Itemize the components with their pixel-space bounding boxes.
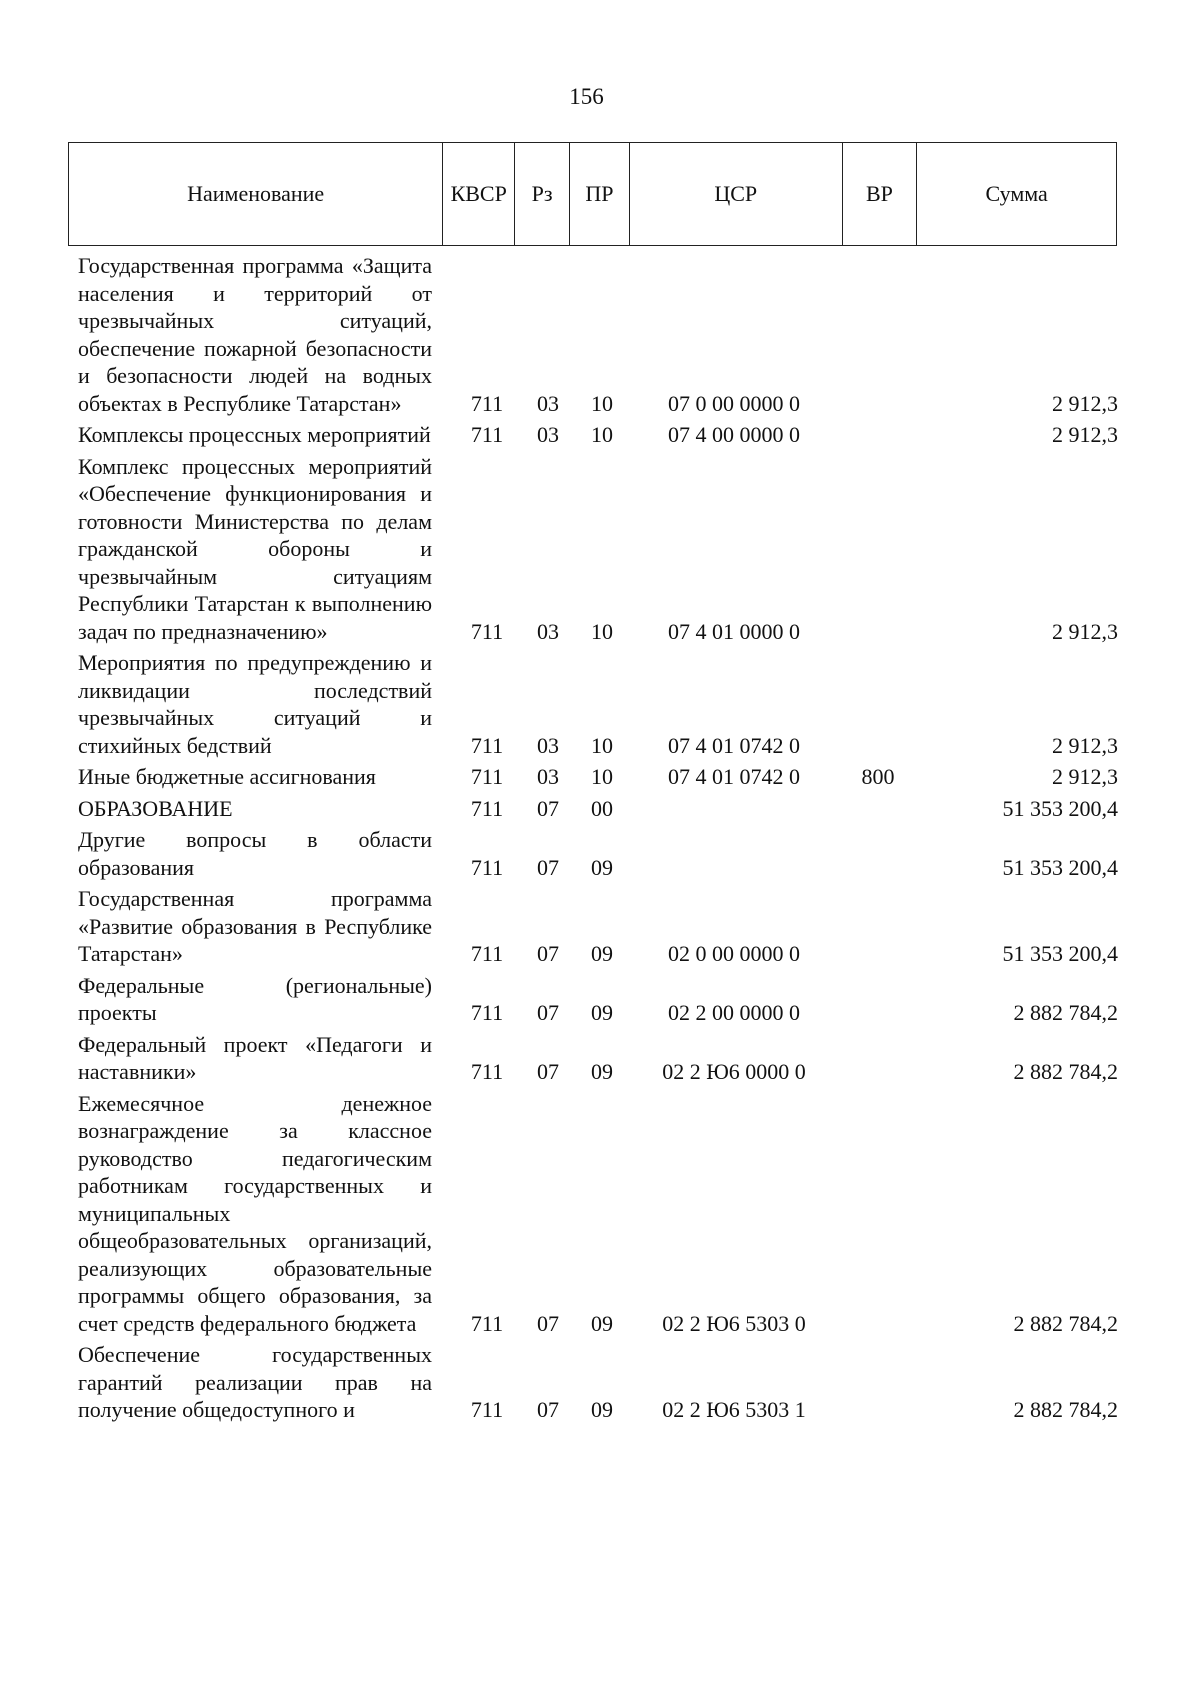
table-row	[78, 453, 1118, 646]
table-row	[78, 763, 1118, 791]
row-name: Ежемесячное денежное вознаграждение за классное руководство педагогическим работникам государственных и муниципальных общеобразовательных организаций, реализующих образовательные программы общего образования, за счет средств федерального бюджета	[78, 1090, 432, 1336]
row-name: Федеральный проект «Педагоги и наставники»	[78, 1031, 432, 1084]
row-pr: 09	[591, 1000, 613, 1025]
row-csr: 07 0 00 0000 0	[668, 390, 800, 416]
row-kvsr: 711	[470, 1310, 504, 1336]
row-kvsr: 711	[470, 795, 504, 821]
row-pr: 09	[591, 941, 613, 966]
row-name: Другие вопросы в области образования	[78, 827, 432, 880]
row-csr: 07 4 00 0000 0	[668, 422, 800, 447]
table-row	[78, 649, 1118, 759]
row-sum: 2 882 784,2	[1013, 1059, 1118, 1084]
row-rz: 03	[537, 732, 559, 758]
row-rz: 03	[537, 422, 559, 447]
row-pr: 00	[591, 795, 613, 821]
row-rz: 07	[537, 1059, 559, 1084]
row-pr: 09	[591, 1059, 613, 1084]
row-kvsr: 711	[470, 390, 504, 416]
row-csr: 07 4 01 0742 0	[668, 764, 800, 789]
row-rz: 07	[537, 1397, 559, 1422]
row-pr: 09	[591, 1310, 613, 1336]
row-name: Обеспечение государственных гарантий реализации прав на получение общедоступного и	[78, 1342, 432, 1422]
row-name: Государственная программа «Развитие образования в Республике Татарстан»	[78, 886, 432, 966]
header-name: Наименование	[69, 143, 443, 245]
row-pr: 10	[591, 422, 613, 447]
header-pr: ПР	[570, 143, 630, 245]
row-kvsr: 711	[470, 618, 504, 644]
table-row	[78, 1090, 1118, 1338]
row-rz: 07	[537, 941, 559, 966]
table-row	[78, 972, 1118, 1027]
table-row	[78, 795, 1118, 823]
row-kvsr: 711	[470, 941, 504, 966]
row-csr: 02 2 Ю6 5303 1	[662, 1397, 806, 1422]
row-rz: 03	[537, 618, 559, 644]
table-body	[78, 252, 1118, 1428]
row-csr: 07 4 01 0742 0	[668, 732, 800, 758]
row-kvsr: 711	[470, 422, 504, 447]
row-sum: 2 882 784,2	[1013, 1310, 1118, 1336]
row-name: Иные бюджетные ассигнования	[78, 764, 376, 789]
row-rz: 07	[537, 1310, 559, 1336]
row-name: ОБРАЗОВАНИЕ	[78, 795, 233, 821]
row-kvsr: 711	[470, 764, 504, 789]
row-rz: 07	[537, 1000, 559, 1025]
header-rz: Рз	[515, 143, 570, 245]
row-sum: 2 912,3	[1052, 764, 1118, 789]
header-sum: Сумма	[985, 181, 1048, 206]
row-pr: 10	[591, 764, 613, 789]
row-sum: 2 912,3	[1052, 422, 1118, 447]
row-sum: 51 353 200,4	[1002, 854, 1118, 880]
row-pr: 09	[591, 1397, 613, 1422]
row-sum: 51 353 200,4	[1002, 941, 1118, 966]
row-sum: 2 912,3	[1052, 732, 1118, 758]
row-kvsr: 711	[470, 1059, 504, 1084]
header-kvsr: КВСР	[443, 143, 515, 245]
row-pr: 09	[591, 854, 613, 880]
row-kvsr: 711	[470, 732, 504, 758]
row-rz: 03	[537, 390, 559, 416]
row-pr: 10	[591, 732, 613, 758]
row-name: Федеральные (региональные) проекты	[78, 972, 432, 1025]
row-pr: 10	[591, 390, 613, 416]
table-row	[78, 421, 1118, 449]
row-kvsr: 711	[470, 1397, 504, 1422]
row-csr: 02 2 Ю6 0000 0	[662, 1059, 806, 1084]
header-csr: ЦСР	[630, 143, 843, 245]
table-row	[78, 826, 1118, 881]
row-sum: 2 882 784,2	[1013, 1000, 1118, 1025]
row-sum: 2 912,3	[1052, 390, 1118, 416]
header-vr: ВР	[843, 143, 918, 245]
row-sum: 51 353 200,4	[1002, 795, 1118, 821]
row-name: Комплекс процессных мероприятий «Обеспечение функционирования и готовности Министерства по делам гражданской обороны и чрезвычайным ситуациям Республики Татарстан к выполнению задач по предназначению»	[78, 453, 432, 644]
table-row	[78, 252, 1118, 417]
row-pr: 10	[591, 618, 613, 644]
row-csr: 02 2 Ю6 5303 0	[662, 1310, 806, 1336]
table-row	[78, 885, 1118, 968]
row-kvsr: 711	[470, 1000, 504, 1025]
row-rz: 07	[537, 795, 559, 821]
row-vr: 800	[861, 764, 895, 789]
row-rz: 03	[537, 764, 559, 789]
table-row	[78, 1341, 1118, 1424]
row-csr: 02 0 00 0000 0	[668, 941, 800, 966]
row-sum: 2 882 784,2	[1013, 1397, 1118, 1422]
row-name: Мероприятия по предупреждению и ликвидации последствий чрезвычайных ситуаций и стихийных бедствий	[78, 650, 432, 758]
row-rz: 07	[537, 854, 559, 880]
row-csr: 07 4 01 0000 0	[668, 618, 800, 644]
row-name: Государственная программа «Защита населения и территорий от чрезвычайных ситуаций, обеспечение пожарной безопасности и безопасности людей на водных объектах в Республике Татарстан»	[78, 253, 432, 416]
table-row	[78, 1031, 1118, 1086]
row-name: Комплексы процессных мероприятий	[78, 422, 431, 447]
row-sum: 2 912,3	[1052, 618, 1118, 644]
row-kvsr: 711	[470, 854, 504, 880]
table-header	[68, 142, 1117, 246]
page-number: 156	[569, 84, 604, 109]
row-csr: 02 2 00 0000 0	[668, 1000, 800, 1025]
